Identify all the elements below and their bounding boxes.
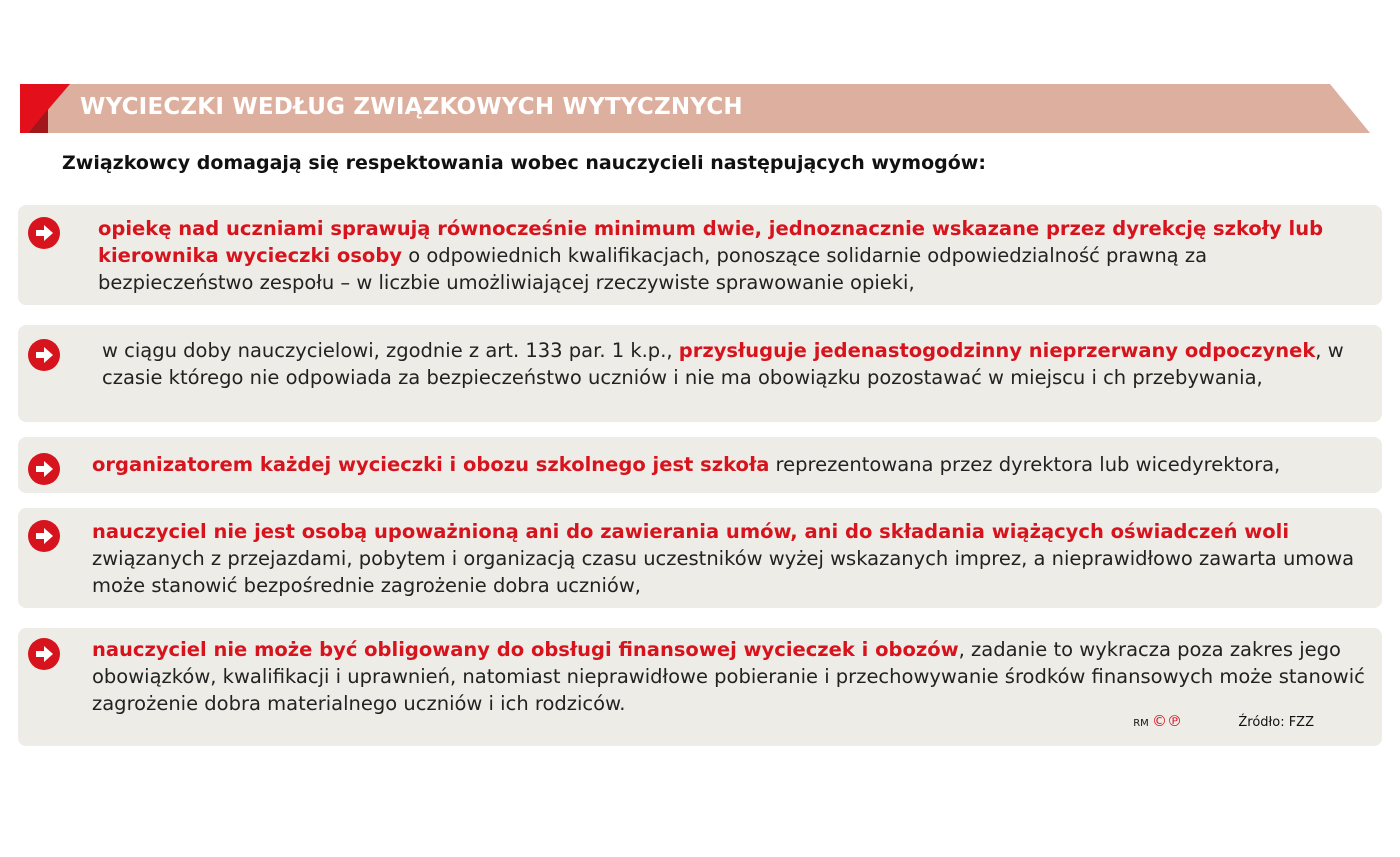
requirement-text: [92, 518, 1368, 599]
arrow-right-icon: [28, 453, 60, 485]
requirement-text: [98, 215, 1368, 296]
emphasis-text: organizatorem każdej wycieczki i obozu szkolnego jest szkoła: [92, 453, 770, 476]
body-text: związanych z przejazdami, pobytem i organizacją czasu uczestników wyżej wskazanych imprez, a nieprawidłowo zawarta umowa może stanowić bezpośrednie zagrożenie dobra uczniów,: [92, 547, 1355, 597]
requirement-text: [102, 337, 1368, 391]
requirement-item: [18, 628, 1382, 746]
arrow-right-icon: [28, 217, 60, 249]
requirement-item: [18, 437, 1382, 493]
copyright-icon: ©℗: [1152, 712, 1182, 730]
body-text: , zadanie to wykracza poza zakres jego obowiązków, kwalifikacji i uprawnień, natomiast nieprawidłowe pobieranie i przechowywanie środków finansowych może stanowić zagrożenie dobra materialnego uczniów i ich rodziców.: [92, 638, 1365, 715]
arrow-right-icon: [28, 520, 60, 552]
credit-mark: [1133, 712, 1182, 730]
credit-label: RM: [1133, 718, 1149, 729]
requirement-item: [18, 205, 1382, 305]
requirement-text: [92, 636, 1368, 717]
page-title: WYCIECZKI WEDŁUG ZWIĄZKOWYCH WYTYCZNYCH: [80, 94, 743, 120]
title-banner: [20, 84, 1370, 133]
body-text: o odpowiednich kwalifikacjach, ponoszące solidarnie odpowiedzialność prawną za bezpieczeństwo zespołu – w liczbie umożliwiającej rzeczywiste sprawowanie opieki,: [98, 244, 1208, 294]
emphasis-text: nauczyciel nie jest osobą upoważnioną ani do zawierania umów, ani do składania wiążących oświadczeń woli: [92, 520, 1290, 543]
requirement-item: [18, 508, 1382, 608]
arrow-right-icon: [28, 638, 60, 670]
emphasis-text: przysługuje jedenastogodzinny nieprzerwany odpoczynek: [678, 339, 1316, 362]
requirement-item: [18, 325, 1382, 422]
source-label: Źródło: FZZ: [1238, 715, 1314, 730]
body-text: w ciągu doby nauczycielowi, zgodnie z art. 133 par. 1 k.p.,: [102, 339, 679, 362]
body-text: reprezentowana przez dyrektora lub wicedyrektora,: [769, 453, 1281, 476]
arrow-right-icon: [28, 339, 60, 371]
body-text: , w czasie którego nie odpowiada za bezpieczeństwo uczniów i nie ma obowiązku pozostawać w miejscu i ch przebywania,: [102, 339, 1344, 389]
emphasis-text: nauczyciel nie może być obligowany do obsługi finansowej wycieczek i obozów: [92, 638, 959, 661]
requirement-text: [92, 451, 1368, 478]
emphasis-text: opiekę nad uczniami sprawują równocześnie minimum dwie, jednoznacznie wskazane przez dyrekcję szkoły lub kierownika wycieczki osoby: [98, 217, 1324, 267]
intro-text: Związkowcy domagają się respektowania wobec nauczycieli następujących wymogów:: [62, 152, 986, 174]
